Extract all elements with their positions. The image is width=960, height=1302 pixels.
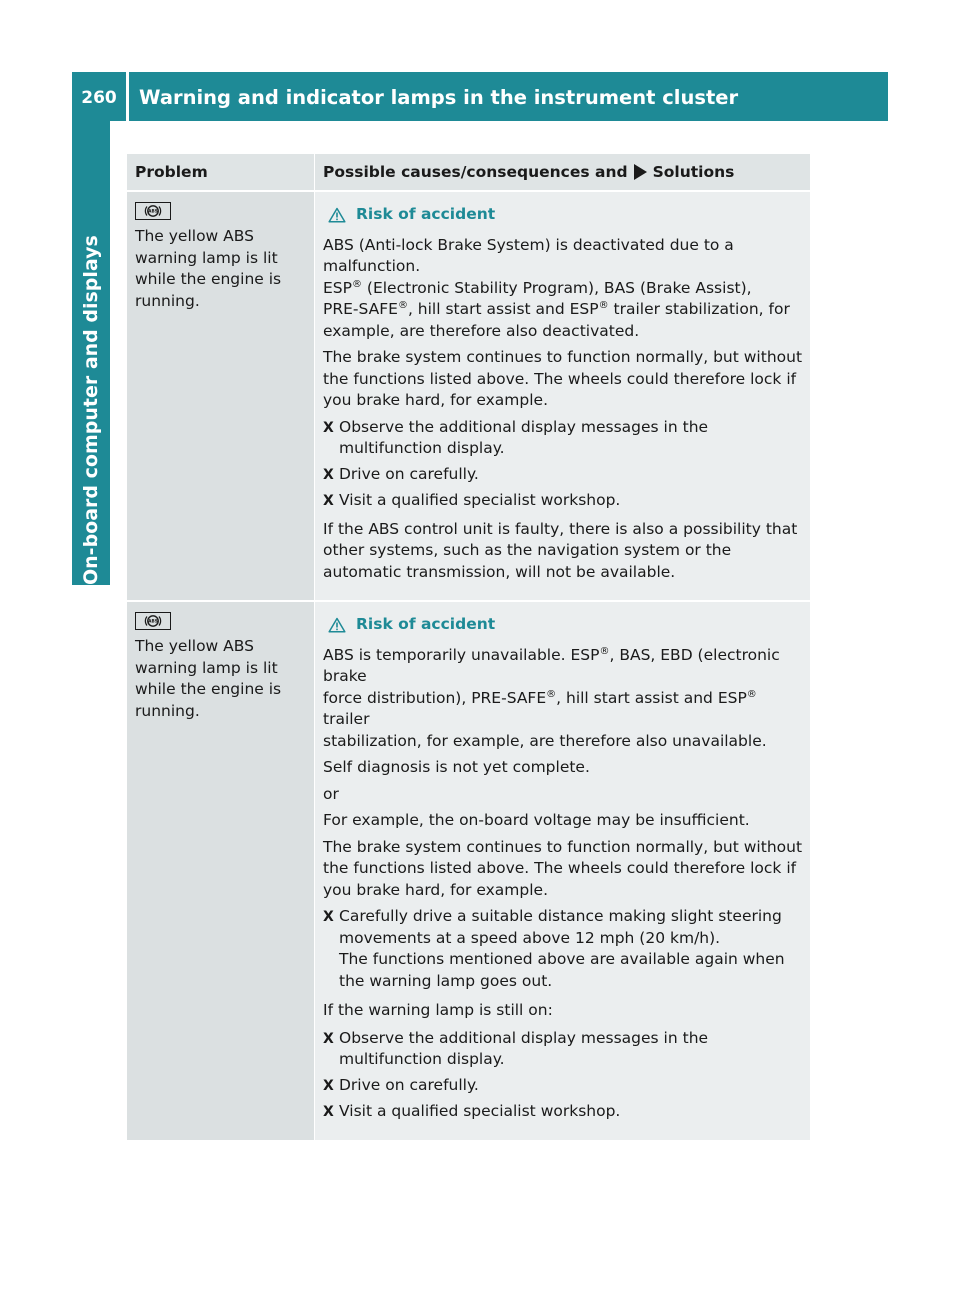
arrow-right-icon: [634, 164, 647, 180]
list-item: X Drive on carefully.: [323, 464, 804, 487]
warning-triangle-icon: [328, 617, 346, 633]
paragraph: The brake system continues to function normally, but without the functions listed above. The wheels could therefore lock if you brake hard, for example.: [323, 348, 803, 409]
paragraph: The brake system continues to function normally, but without the functions listed above. The wheels could therefore lock if you brake hard, for example.: [323, 837, 803, 899]
header-divider: [126, 72, 129, 121]
list-item: X Visit a qualified specialist workshop.: [323, 1101, 804, 1124]
problem-cell: [127, 602, 315, 1140]
list-item: X Observe the additional display messages in the multifunction display.: [323, 1028, 804, 1071]
problem-text: The yellow ABS warning lamp is lit while the engine is running.: [135, 637, 282, 720]
paragraph: Self diagnosis is not yet complete.: [323, 758, 590, 776]
page-title: Warning and indicator lamps in the instrument cluster: [139, 86, 739, 109]
paragraph: For example, the on-board voltage may be insufficient.: [323, 811, 750, 829]
paragraph: ABS is temporarily unavailable. ESP®, BAS, EBD (electronic brake force distribution), PRE-SAFE®, hill start assist and ESP® trailer stabilization, for example, are therefore also unavailable.: [323, 645, 780, 750]
column-header-solutions: Possible causes/consequences and Solutions: [323, 162, 735, 181]
problem-table: [127, 154, 810, 1140]
paragraph: If the warning lamp is still on:: [323, 1001, 553, 1019]
step-marker: X: [323, 493, 334, 509]
step-marker: X: [323, 1104, 334, 1120]
step-marker: X: [323, 466, 334, 483]
abs-warning-icon: [135, 612, 171, 630]
svg-text:ABS: ABS: [148, 618, 158, 624]
list-item: X Drive on carefully.: [323, 1075, 804, 1098]
paragraph: or: [323, 784, 339, 803]
paragraph: ABS (Anti-lock Brake System) is deactivated due to a malfunction. ESP® (Electronic Stability Program), BAS (Brake Assist), PRE-SAFE®, hill start assist and ESP® trailer stabilization, for example, are therefore also deactivated.: [323, 235, 790, 340]
problem-text: The yellow ABS warning lamp is lit while the engine is running.: [135, 227, 282, 310]
solution-cell: [315, 602, 810, 1140]
table-row: [127, 190, 810, 600]
list-item: X Carefully drive a suitable distance making slight steering movements at a speed above 12 mph (20 km/h). The functions mentioned above are available again when the warning lamp goes out.: [323, 906, 804, 992]
step-marker: X: [323, 1077, 334, 1094]
table-row: [127, 600, 810, 1140]
risk-warning: Risk of accident: [323, 204, 804, 226]
column-header-problem: Problem: [127, 154, 315, 190]
solution-cell: [315, 192, 810, 600]
svg-text:ABS: ABS: [148, 208, 158, 214]
page-number: 260: [81, 88, 117, 108]
step-marker: X: [323, 1030, 334, 1047]
list-item: X Visit a qualified specialist workshop.: [323, 490, 804, 513]
list-item: X Observe the additional display messages in the multifunction display.: [323, 417, 804, 460]
side-tab-label: On-board computer and displays: [80, 235, 102, 585]
problem-cell: [127, 192, 315, 600]
abs-warning-icon: [135, 202, 171, 220]
risk-warning: Risk of accident: [323, 614, 804, 636]
step-marker: X: [323, 419, 334, 436]
page-header: [72, 72, 888, 121]
warning-triangle-icon: [328, 207, 346, 223]
step-marker: X: [323, 909, 334, 925]
paragraph: If the ABS control unit is faulty, there is also a possibility that other systems, such as the navigation system or the automatic transmission, will not be available.: [323, 519, 798, 581]
table-header: [127, 154, 810, 190]
